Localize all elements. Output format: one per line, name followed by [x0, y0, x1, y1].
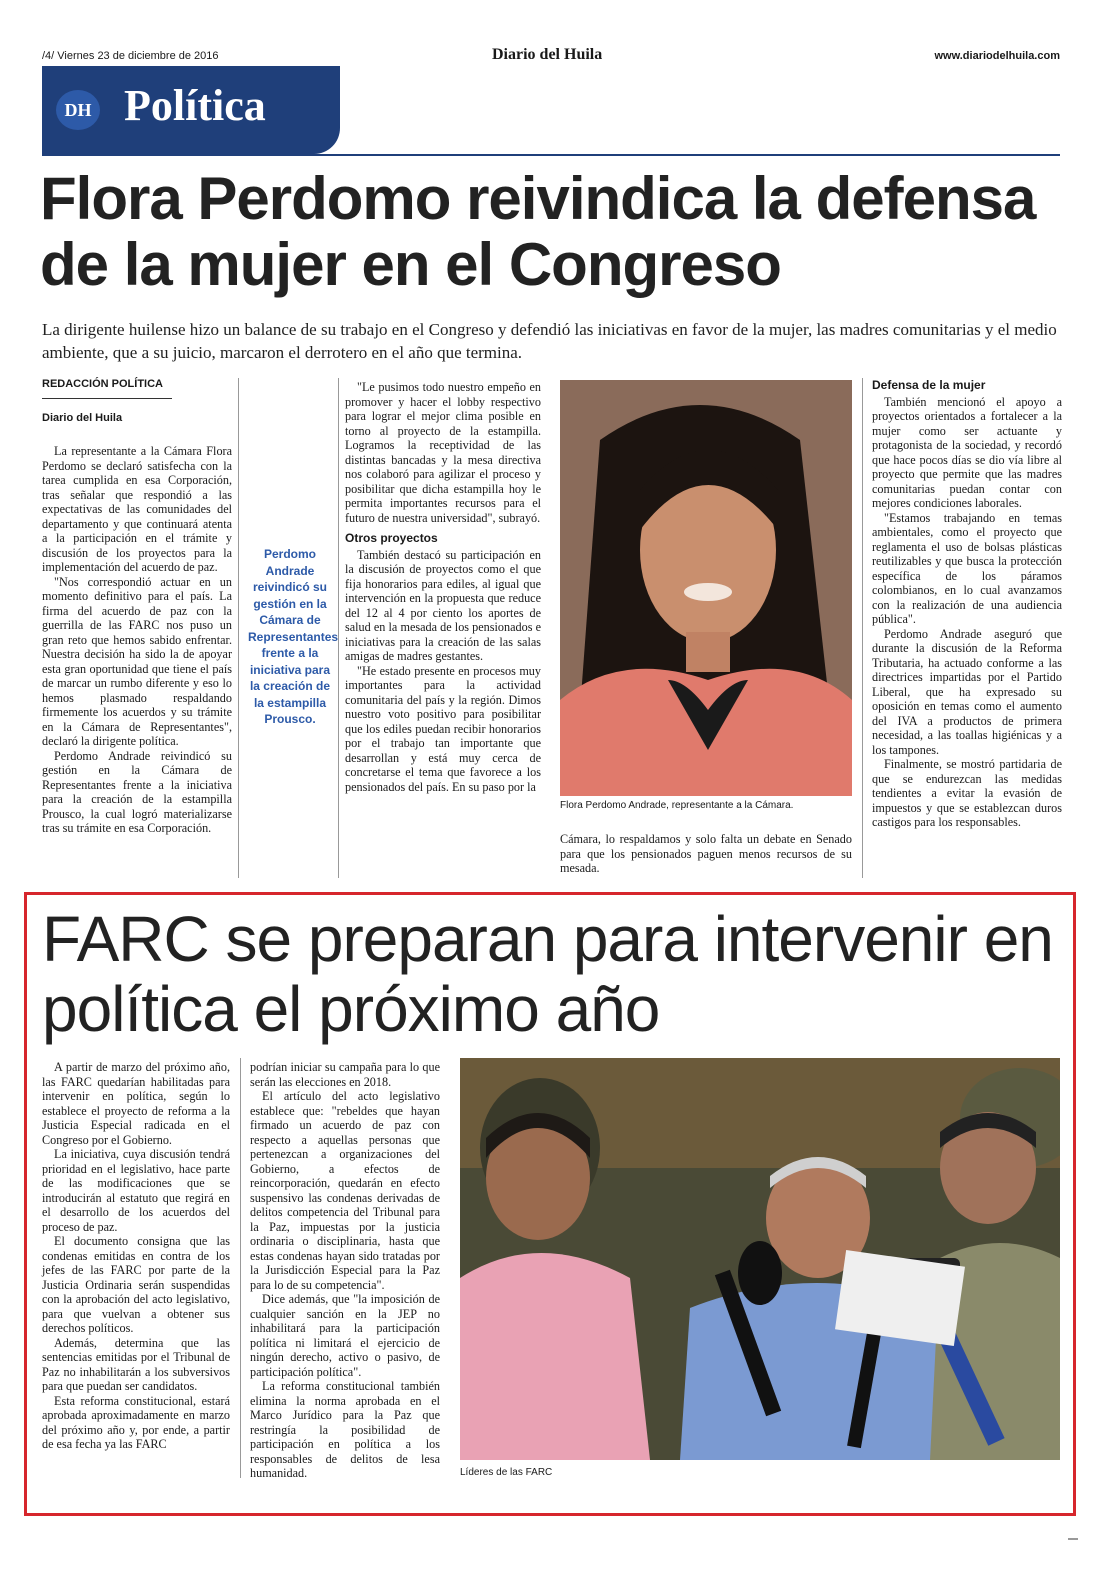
- paragraph: "Nos correspondió actuar en un momento definitivo para el país. La firma del acuerdo de paz con la guerrilla de las FARC nos puso un gran reto que hemos sabido enfrentar. Nuestra decisión ha sido la de apoyar esta gran oportunidad que tiene el país de marcar un rumbo diferente y eso lo hemos plasmado respaldando firmemente los acuerdos y su trámite en la Cámara de Representantes", declaró la dirigente política.: [42, 574, 232, 748]
- paragraph: Además, determina que las sentencias emitidas por el Tribunal de Paz no inhabilitarán a los subversivos para que puedan ser candidatos.: [42, 1335, 230, 1393]
- paragraph: La representante a la Cámara Flora Perdomo se declaró satisfecha con la tarea cumplida en esa Corporación, tras señalar que respondió a las expectativas de las comunidades del departamento y que continuará atenta a la participación en el trámite y discusión de los proyectos para la implementación del acuerdo de paz.: [42, 444, 232, 574]
- paragraph: "He estado presente en procesos muy importantes para la actividad comunitaria del país y la región. Dimos nuestro voto positivo para posibilitar que los ediles puedan recibir honorarios por el trabajo tan importante que desarrollan y está muy cerca de concretarse el tema que favorece a los pensionados del país. En su paso por la: [345, 663, 541, 794]
- article2-headline: FARC se preparan para intervenir en política el próximo año: [42, 903, 1053, 1045]
- byline-rule: [42, 398, 172, 399]
- photo-caption: Flora Perdomo Andrade, representante a la Cámara.: [560, 800, 794, 811]
- column-rule: [338, 378, 339, 878]
- article1-subhead: La dirigente huilense hizo un balance de su trabajo en el Congreso y defendió las iniciativas en favor de la mujer, las madres comunitarias y el medio ambiente, que a su juicio, marcaron el derrotero en el año que termina.: [42, 320, 1057, 362]
- page-mark: [1068, 1538, 1078, 1540]
- article1-column-5: [872, 378, 1062, 830]
- paragraph: La iniciativa, cuya discusión tendrá prioridad en el legislativo, hace parte de las modificaciones que se introducirán al estatuto que regirá en el desarrollo de los acuerdos del proceso de paz.: [42, 1147, 230, 1234]
- article2-column-1: [42, 1060, 230, 1452]
- date-line: /4/ Viernes 23 de diciembre de 2016: [42, 50, 219, 62]
- byline: REDACCIÓN POLÍTICA: [42, 378, 163, 390]
- article1-column-3: [345, 380, 541, 794]
- byline-source: Diario del Huila: [42, 412, 123, 424]
- column-rule: [238, 378, 239, 878]
- dh-logo: DH: [56, 90, 100, 130]
- article1-headline: Flora Perdomo reivindica la defensa de la mujer en el Congreso: [40, 165, 1036, 298]
- paragraph: A partir de marzo del próximo año, las FARC quedarían habilitadas para intervenir en política, según lo establece el proyecto de reforma a la Justicia Especial radicada en el Congreso por el Gobierno.: [42, 1060, 230, 1147]
- paragraph: Esta reforma constitucional, estará aprobada aproximadamente en marzo del próximo año y, por ende, a partir de esa fecha ya las FARC: [42, 1393, 230, 1451]
- column-rule: [240, 1058, 241, 1478]
- section-divider: [42, 154, 1060, 156]
- section-banner: [42, 66, 340, 154]
- photo-caption: Líderes de las FARC: [460, 1467, 553, 1478]
- paragraph: Finalmente, se mostró partidaria de que se endurezcan las medidas tendientes a evitar la evasión de impuestos y que se establezcan duros castigos para los responsables.: [872, 757, 1062, 829]
- section-title: Política: [124, 81, 266, 130]
- paragraph: El documento consigna que las condenas emitidas en contra de los jefes de las FARC por parte de la Justicia Ordinaria serán suspendidas con la aprobación del acto legislativo, para que vuelvan a obtener sus derechos políticos.: [42, 1234, 230, 1335]
- paragraph: También mencionó el apoyo a proyectos orientados a fortalecer a la mujer como ser actuante y protagonista de la sociedad, y recordó que hace pocos días se dio vía libre al proyecto que permite que las madres comunitarias puedan contar con mejores condiciones laborales.: [872, 394, 1062, 510]
- farc-leaders-photo: [460, 1058, 1060, 1460]
- paragraph: Perdomo Andrade aseguró que durante la discusión de la Reforma Tributaria, ha actuado conforme a las directrices impartidas por el Partido Liberal, que ha expresado su oposición en temas como el aumento del IVA a productos de primera necesidad, a las toallas higiénicas y a los tampones.: [872, 626, 1062, 757]
- paragraph: "Estamos trabajando en temas ambientales, como el proyecto que reglamenta el uso de bolsas plásticas reutilizables y que busca la protección específica de los páramos colombianos, en lo cual avanzamos con la realización de una audiencia pública".: [872, 510, 1062, 626]
- paragraph: podrían iniciar su campaña para lo que serán las elecciones en 2018.: [250, 1060, 440, 1089]
- subtitle-otros-proyectos: Otros proyectos: [345, 531, 438, 545]
- paragraph: También destacó su participación en la discusión de proyectos como el que fija honorarios para ediles, al igual que intervención en la propuesta que reduce del 12 al 4 por ciento los aportes de salud en la mesada de los pensionados e iniciativas para la creación de las salas amigas de madres gestantes.: [345, 547, 541, 663]
- paragraph: Cámara, lo respaldamos y solo falta un debate en Senado para que los pensionados paguen menos recursos de su mesada.: [560, 832, 852, 875]
- paragraph: "Le pusimos todo nuestro empeño en promover y hacer el lobby respectivo para lograr el mejor clima posible en torno al proyecto de la estampilla. Logramos la receptividad de las distintas bancadas y la mesa directiva nos colaboró para agilizar el proceso y posibilitar que dicha estampilla hoy le permita importantes recursos para el futuro de nuestra universidad", subrayó.: [345, 380, 541, 525]
- flora-perdomo-photo: [560, 380, 852, 796]
- subtitle-defensa-mujer: Defensa de la mujer: [872, 378, 986, 392]
- article2-column-2: [250, 1060, 440, 1481]
- paragraph: Perdomo Andrade reivindicó su gestión en la Cámara de Representantes frente a la iniciativa para la creación de la estampilla Prousco, la cual logró materializarse tras su trámite en esa Corporación.: [42, 748, 232, 835]
- article1-column-4: [560, 832, 852, 876]
- website-link[interactable]: www.diariodelhuila.com: [934, 50, 1060, 62]
- pull-quote: Perdomo Andrade reivindicó su gestión en la Cámara de Representantes frente a la iniciativa para la creación de la estampilla Prousco.: [248, 547, 339, 726]
- page-header: [42, 46, 1060, 66]
- column-rule: [862, 378, 863, 878]
- masthead: Diario del Huila: [492, 46, 603, 63]
- group-photo-illustration: [460, 1058, 1060, 1460]
- paragraph: La reforma constitucional también elimina la norma aprobada en el Marco Jurídico para la Paz que restringía la posibilidad de participación en política a los responsables de delitos de lesa humanidad.: [250, 1379, 440, 1480]
- portrait-illustration: [560, 380, 852, 796]
- article1-column-1: [42, 444, 232, 836]
- paragraph: El artículo del acto legislativo establece que: "rebeldes que hayan firmado un acuerdo de paz con respecto a aquellas personas que pertenezcan a organizaciones del Gobierno, a efectos de reincorporación, quedarán en efecto suspensivo las condenas derivadas de delitos competencia del Tribunal para la Paz, impuestas por la justicia ordinaria o disciplinaria, hasta que estas condenas hayan sido tratadas por la Jurisdicción Especial para la Paz para lo de su competencia".: [250, 1089, 440, 1292]
- paragraph: Dice además, que "la imposición de cualquier sanción en la JEP no inhabilitará para la participación política ni limitará el ejercicio de ningún derecho, activo o pasivo, de participación política".: [250, 1292, 440, 1379]
